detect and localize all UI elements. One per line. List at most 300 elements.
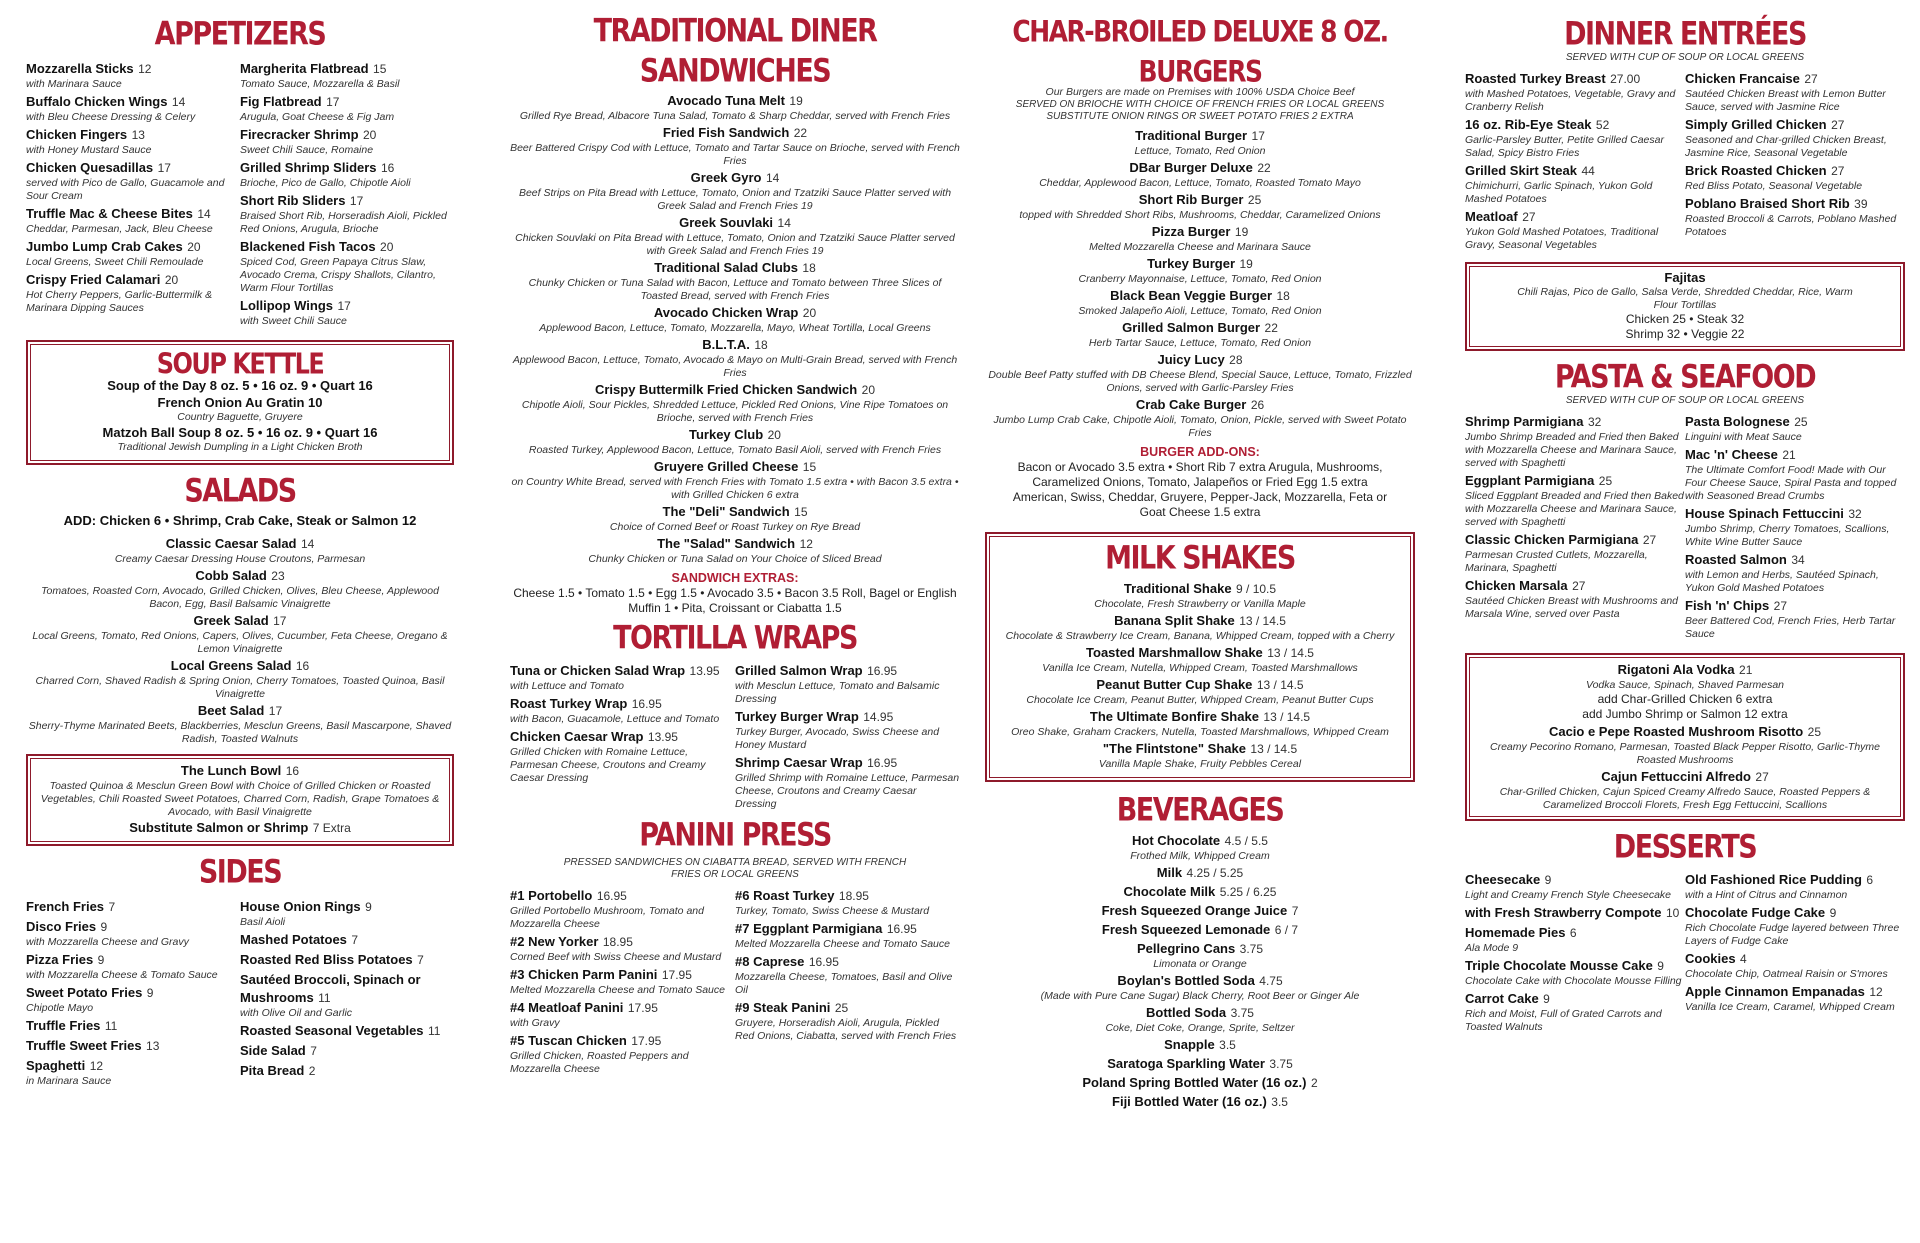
- beverage-item: [985, 1074, 1415, 1092]
- shake-item-desc: Chocolate Ice Cream, Peanut Butter, Whipped Cream, Peanut Butter Cups: [1026, 694, 1374, 706]
- appetizer-item-price: 13: [131, 128, 145, 142]
- sandwich-item-name: B.L.T.A.: [702, 337, 750, 352]
- soup-item-desc: Traditional Jewish Dumpling in a Light Chicken Broth: [117, 441, 363, 453]
- appetizer-item-price: 14: [171, 95, 186, 109]
- lunch-bowl-sub: Substitute Salmon or Shrimp: [129, 820, 309, 835]
- panini-section: [510, 819, 960, 1078]
- pasta-special-item-desc: Char-Grilled Chicken, Cajun Spiced Creamy Alfredo Sauce, Roasted Peppers & Caramelized Broccoli Florets, Fresh Egg Fettuccini, Scallions: [1499, 786, 1871, 811]
- panini-item-desc: Turkey, Tomato, Swiss Cheese & Mustard: [735, 905, 930, 917]
- wraps-right-list: [735, 662, 960, 813]
- entree-item-name: 16 oz. Rib-Eye Steak: [1465, 117, 1592, 132]
- shake-item-desc: Chocolate, Fresh Strawberry or Vanilla Maple: [1094, 598, 1306, 610]
- burger-item-desc: Smoked Jalapeño Aioli, Lettuce, Tomato, Red Onion: [1078, 305, 1322, 317]
- desserts-title: DESSERTS: [1613, 829, 1757, 866]
- sandwich-item-price: 18: [802, 261, 816, 275]
- beverage-item-price: 7: [1291, 904, 1299, 918]
- entrees-right-list: [1685, 70, 1905, 254]
- entree-item-desc: Chimichurri, Garlic Spinach, Yukon Gold Mashed Potatoes: [1465, 180, 1653, 205]
- soup-item-desc: Country Baguette, Gruyere: [177, 411, 303, 423]
- salad-item-desc: Tomatoes, Roasted Corn, Avocado, Grilled Chicken, Olives, Bleu Cheese, Applewood Bacon, Egg, Basil Balsamic Vinaigrette: [41, 585, 439, 610]
- side-item-name: Mashed Potatoes: [240, 932, 347, 947]
- appetizer-item-name: Buffalo Chicken Wings: [26, 94, 168, 109]
- burger-item: [985, 191, 1415, 222]
- pasta-left-list: [1465, 413, 1685, 643]
- appetizer-item-desc: with Marinara Sauce: [26, 78, 122, 90]
- sandwich-item: [510, 214, 960, 258]
- shakes-list: [997, 580, 1403, 771]
- pasta-item-name: Roasted Salmon: [1685, 552, 1787, 567]
- burgers-note: Our Burgers are made on Premises with 100% USDA Choice Beef: [1045, 86, 1355, 98]
- beverage-item-name: Milk: [1156, 865, 1183, 880]
- side-item-name: Sautéed Broccoli, Spinach or Mushrooms: [240, 972, 421, 1005]
- appetizer-item: [240, 93, 454, 124]
- dessert-item-desc: Light and Creamy French Style Cheesecake: [1465, 889, 1672, 901]
- sandwich-item-desc: Chunky Chicken or Tuna Salad on Your Choice of Sliced Bread: [588, 553, 882, 565]
- beverage-item: [985, 940, 1415, 971]
- sandwich-item: [510, 124, 960, 168]
- sandwich-item-desc: Chunky Chicken or Tuna Salad with Bacon, Lettuce and Tomato between Three Slices of Toasted Bread, served with French Fries: [528, 277, 942, 302]
- dessert-item: [1685, 871, 1905, 902]
- shake-item-name: Toasted Marshmallow Shake: [1086, 645, 1263, 660]
- pasta-item-price: 25: [1794, 415, 1808, 429]
- wrap-item: [735, 754, 960, 811]
- soup-kettle-box: [26, 340, 454, 465]
- side-item-name: Truffle Sweet Fries: [26, 1038, 142, 1053]
- sides-title: SIDES: [198, 854, 282, 891]
- salad-item-price: 17: [268, 704, 283, 718]
- panini-item: [735, 920, 960, 951]
- pasta-special-item-price: 27: [1755, 770, 1769, 784]
- appetizer-item-desc: with Honey Mustard Sauce: [26, 144, 152, 156]
- appetizer-item: [26, 238, 240, 269]
- beverages-title: BEVERAGES: [1116, 792, 1284, 829]
- wrap-item-desc: with Lettuce and Tomato: [510, 680, 625, 692]
- lunch-bowl-name: The Lunch Bowl: [180, 763, 282, 778]
- appetizer-item: [26, 271, 240, 315]
- entree-item: [1465, 208, 1685, 252]
- beverage-item-price: 3.75: [1230, 1006, 1254, 1020]
- burger-item: [985, 396, 1415, 440]
- entree-item: [1465, 116, 1685, 160]
- shake-item-name: "The Flintstone" Shake: [1102, 741, 1246, 756]
- sandwich-item-desc: Beef Strips on Pita Bread with Lettuce, Tomato, Onion and Tzatziki Sauce Platter served with Greek Salad and French Fries 19: [518, 187, 952, 212]
- entree-item-desc: Red Bliss Potato, Seasonal Vegetable: [1685, 180, 1863, 192]
- dessert-item-desc: with a Hint of Citrus and Cinnamon: [1685, 889, 1848, 901]
- wrap-item-desc: Grilled Chicken with Romaine Lettuce, Parmesan Cheese, Croutons and Creamy Caesar Dressing: [510, 746, 706, 784]
- sandwich-item: [510, 336, 960, 380]
- pasta-item-name: Pasta Bolognese: [1685, 414, 1790, 429]
- sandwich-item-desc: on Country White Bread, served with French Fries with Tomato 1.5 extra • with Bacon 3.5 extra • with Grilled Chicken 6 extra: [511, 476, 959, 501]
- beverage-item: [985, 1004, 1415, 1035]
- dessert-item: [1685, 950, 1905, 981]
- shake-item-price: 13 / 14.5: [1263, 710, 1311, 724]
- panini-item-desc: Corned Beef with Swiss Cheese and Mustard: [510, 951, 722, 963]
- beverage-item-name: Chocolate Milk: [1123, 884, 1216, 899]
- shake-item: [997, 644, 1403, 675]
- entree-item: [1465, 162, 1685, 206]
- wrap-item-name: Roast Turkey Wrap: [510, 696, 628, 711]
- sandwich-item-name: Greek Souvlaki: [679, 215, 774, 230]
- panini-item-price: 25: [834, 1001, 849, 1015]
- pasta-item-price: 32: [1848, 507, 1862, 521]
- sandwich-item-price: 20: [861, 383, 876, 397]
- beverage-item-price: 3.5: [1271, 1095, 1288, 1109]
- desserts-section: [1465, 831, 1905, 1036]
- beverage-item-price: 6 / 7: [1274, 923, 1299, 937]
- dessert-item: [1465, 957, 1685, 988]
- appetizer-item-desc: Arugula, Goat Cheese & Fig Jam: [240, 111, 395, 123]
- pasta-item-desc: Parmesan Crusted Cutlets, Mozzarella, Marinara, Spaghetti: [1465, 549, 1648, 574]
- burger-item-name: Crab Cake Burger: [1135, 397, 1247, 412]
- pasta-special-item-price: 25: [1807, 725, 1822, 739]
- pasta-item-price: 27: [1572, 579, 1586, 593]
- shake-item-name: Banana Split Shake: [1114, 613, 1235, 628]
- sandwich-item-desc: Choice of Corned Beef or Roast Turkey on Rye Bread: [609, 521, 861, 533]
- panini-title: PANINI PRESS: [639, 817, 831, 854]
- pasta-item-desc: Linguini with Meat Sauce: [1685, 431, 1802, 443]
- side-item: [26, 1057, 240, 1088]
- panini-item-desc: Grilled Portobello Mushroom, Tomato and Mozzarella Cheese: [510, 905, 704, 930]
- beverage-item: [985, 921, 1415, 939]
- beverage-item-name: Poland Spring Bottled Water (16 oz.): [1082, 1075, 1307, 1090]
- fajitas-prices-2: Shrimp 32 • Veggie 22: [1625, 327, 1745, 341]
- dessert-item-name: Cookies: [1685, 951, 1736, 966]
- shake-item: [997, 612, 1403, 643]
- burger-item-desc: Jumbo Lump Crab Cake, Chipotle Aioli, Tomato, Onion, Pickle, served with Sweet Potato Fries: [993, 414, 1407, 439]
- burger-addons-title: BURGER ADD-ONS:: [1140, 445, 1260, 459]
- side-item: [26, 898, 240, 916]
- salad-item-desc: Charred Corn, Shaved Radish & Spring Onion, Cherry Tomatoes, Toasted Quinoa, Basil Vinaigrette: [35, 675, 445, 700]
- side-item-name: Roasted Red Bliss Potatoes: [240, 952, 413, 967]
- side-item-price: 12: [89, 1059, 104, 1073]
- fajitas-box: [1465, 262, 1905, 351]
- entree-item-name: Grilled Skirt Steak: [1465, 163, 1577, 178]
- beverage-item: [985, 864, 1415, 882]
- burger-item-desc: Melted Mozzarella Cheese and Marinara Sauce: [1089, 241, 1311, 253]
- appetizer-item-price: 16: [381, 161, 395, 175]
- wrap-item-desc: Grilled Shrimp with Romaine Lettuce, Parmesan Cheese, Croutons and Creamy Caesar Dressing: [735, 772, 960, 810]
- entree-item-desc: Roasted Broccoli & Carrots, Poblano Mashed Potatoes: [1685, 213, 1897, 238]
- entree-item-name: Simply Grilled Chicken: [1685, 117, 1827, 132]
- sandwich-item: [510, 535, 960, 566]
- appetizer-item-name: Crispy Fried Calamari: [26, 272, 161, 287]
- pasta-item-desc: Sliced Eggplant Breaded and Fried then Baked with Mozzarella Cheese and Marinara Sauce, served with Spaghetti: [1465, 490, 1684, 528]
- appetizer-item-price: 17: [337, 299, 351, 313]
- shake-item: [997, 676, 1403, 707]
- entrees-section: [1465, 18, 1905, 254]
- side-item: [240, 1042, 454, 1060]
- appetizer-item-name: Short Rib Sliders: [240, 193, 346, 208]
- appetizer-item: [240, 192, 454, 236]
- side-item-desc: with Olive Oil and Garlic: [240, 1007, 353, 1019]
- side-item: [240, 971, 454, 1020]
- pasta-special-item-extra: add Char-Grilled Chicken 6 extra: [1597, 692, 1773, 706]
- appetizer-item-price: 14: [197, 207, 211, 221]
- pasta-item-name: Classic Chicken Parmigiana: [1465, 532, 1639, 547]
- pasta-special-item-desc: Creamy Pecorino Romano, Parmesan, Toasted Black Pepper Risotto, Garlic-Thyme Roasted Mushrooms: [1489, 741, 1881, 766]
- salad-item: [26, 702, 454, 746]
- pasta-item-name: Fish 'n' Chips: [1685, 598, 1770, 613]
- pasta-item-price: 25: [1598, 474, 1613, 488]
- panini-item-price: 18.95: [838, 889, 869, 903]
- side-item-name: Spaghetti: [26, 1058, 86, 1073]
- dessert-item-name: with Fresh Strawberry Compote: [1465, 905, 1662, 920]
- beverage-item: [985, 902, 1415, 920]
- panini-item-desc: Melted Mozzarella Cheese and Tomato Sauce: [735, 938, 950, 950]
- beverage-item-name: Snapple: [1164, 1037, 1215, 1052]
- soup-title: SOUP KETTLE: [156, 347, 324, 381]
- burger-item-desc: Herb Tartar Sauce, Lettuce, Tomato, Red Onion: [1088, 337, 1312, 349]
- sandwich-item: [510, 169, 960, 213]
- burger-item-desc: Lettuce, Tomato, Red Onion: [1134, 145, 1266, 157]
- sandwich-item-desc: Roasted Turkey, Applewood Bacon, Lettuce, Tomato Basil Aioli, served with French Fries: [528, 444, 942, 456]
- sides-left-list: [26, 898, 240, 1090]
- sandwich-item-price: 15: [794, 505, 808, 519]
- dessert-item: [1685, 904, 1905, 948]
- side-item: [26, 918, 240, 949]
- burger-item-price: 28: [1229, 353, 1243, 367]
- appetizer-item: [240, 238, 454, 295]
- entree-item-price: 52: [1595, 118, 1610, 132]
- pasta-item: [1685, 597, 1905, 641]
- pasta-item-name: Chicken Marsala: [1465, 578, 1568, 593]
- sandwich-item-name: Greek Gyro: [690, 170, 762, 185]
- beverage-item: [985, 1036, 1415, 1054]
- appetizer-item-price: 20: [362, 128, 377, 142]
- column-4: [1465, 18, 1905, 1036]
- pasta-item-name: House Spinach Fettuccini: [1685, 506, 1844, 521]
- column-3: [985, 14, 1415, 1112]
- wraps-title: TORTILLA WRAPS: [613, 620, 857, 657]
- pasta-special-item-desc: Vodka Sauce, Spinach, Shaved Parmesan: [1585, 679, 1785, 691]
- sandwich-item-price: 20: [767, 428, 781, 442]
- burger-item-price: 19: [1239, 257, 1253, 271]
- side-item-price: 7: [108, 900, 116, 914]
- shake-item-name: Traditional Shake: [1123, 581, 1232, 596]
- sandwich-item: [510, 426, 960, 457]
- panini-item-name: #9 Steak Panini: [735, 1000, 831, 1015]
- entrees-title: DINNER ENTRÉES: [1564, 16, 1806, 53]
- pasta-special-item-name: Rigatoni Ala Vodka: [1617, 662, 1735, 677]
- dessert-item: [1465, 871, 1685, 902]
- dessert-item-price: 12: [1869, 985, 1883, 999]
- burger-item: [985, 287, 1415, 318]
- beverage-item-price: 2: [1310, 1076, 1318, 1090]
- panini-item-name: #5 Tuscan Chicken: [510, 1033, 627, 1048]
- entrees-sub: SERVED WITH CUP OF SOUP OR LOCAL GREENS: [1565, 52, 1805, 63]
- panini-item-name: #2 New Yorker: [510, 934, 599, 949]
- burger-item-name: DBar Burger Deluxe: [1129, 160, 1253, 175]
- salads-list: [26, 535, 454, 746]
- pasta-box: [1465, 653, 1905, 821]
- pasta-item-price: 32: [1587, 415, 1602, 429]
- beverage-item-price: 3.5: [1219, 1038, 1236, 1052]
- entree-item-price: 27: [1804, 72, 1818, 86]
- salad-item-desc: Creamy Caesar Dressing House Croutons, Parmesan: [114, 553, 366, 565]
- panini-item-price: 17.95: [661, 968, 692, 982]
- desserts-right-list: [1685, 871, 1905, 1036]
- sandwich-item-price: 14: [765, 171, 780, 185]
- sides-right-list: [240, 898, 454, 1090]
- side-item: [26, 1037, 240, 1055]
- entree-item-name: Poblano Braised Short Rib: [1685, 196, 1850, 211]
- shake-item-desc: Vanilla Ice Cream, Nutella, Whipped Cream, Toasted Marshmallows: [1042, 662, 1358, 674]
- sandwich-item-name: Traditional Salad Clubs: [654, 260, 798, 275]
- entree-item-desc: with Mashed Potatoes, Vegetable, Gravy and Cranberry Relish: [1465, 88, 1676, 113]
- salads-section: [26, 475, 454, 746]
- lunch-bowl-sub-price: 7 Extra: [312, 821, 351, 835]
- appetizers-section: [26, 18, 454, 330]
- appetizer-item-name: Grilled Shrimp Sliders: [240, 160, 377, 175]
- side-item-desc: with Mozzarella Cheese & Tomato Sauce: [26, 969, 218, 981]
- pasta-item: [1685, 413, 1905, 444]
- dessert-item-price: 9: [1829, 906, 1837, 920]
- side-item: [240, 931, 454, 949]
- wrap-item: [735, 662, 960, 706]
- fajitas-name: Fajitas: [1664, 270, 1706, 285]
- wrap-item-price: 16.95: [631, 697, 662, 711]
- pasta-special-item: [1477, 768, 1893, 812]
- appetizer-item-name: Margherita Flatbread: [240, 61, 369, 76]
- pasta-special-item-name: Cacio e Pepe Roasted Mushroom Risotto: [1548, 724, 1804, 739]
- dessert-item-name: Apple Cinnamon Empanadas: [1685, 984, 1865, 999]
- shake-item: [997, 580, 1403, 611]
- burger-item-desc: topped with Shredded Short Ribs, Mushrooms, Cheddar, Caramelized Onions: [1019, 209, 1381, 221]
- entree-item-desc: Seasoned and Char-grilled Chicken Breast, Jasmine Rice, Seasonal Vegetable: [1685, 134, 1887, 159]
- sandwich-extras-title: SANDWICH EXTRAS:: [671, 571, 799, 585]
- burgers-list: [985, 127, 1415, 440]
- burger-item-price: 19: [1234, 225, 1249, 239]
- appetizer-item-desc: Cheddar, Parmesan, Jack, Bleu Cheese: [26, 223, 213, 235]
- fajitas-prices-1: Chicken 25 • Steak 32: [1625, 312, 1745, 326]
- shake-item-price: 13 / 14.5: [1267, 646, 1314, 660]
- panini-item: [510, 1032, 735, 1076]
- side-item: [240, 951, 454, 969]
- beverage-item-price: 4.75: [1259, 974, 1283, 988]
- dessert-item-price: 9: [1657, 959, 1664, 973]
- beverage-item-name: Fiji Bottled Water (16 oz.): [1112, 1094, 1267, 1109]
- appetizer-item-desc: Local Greens, Sweet Chili Remoulade: [26, 256, 204, 268]
- panini-item-price: 17.95: [631, 1034, 662, 1048]
- entree-item: [1685, 162, 1905, 193]
- salad-item-desc: Local Greens, Tomato, Red Onions, Capers, Olives, Cucumber, Feta Cheese, Oregano & Lemon Vinaigrette: [32, 630, 448, 655]
- wrap-item-price: 16.95: [867, 756, 898, 770]
- pasta-special-item-name: Cajun Fettuccini Alfredo: [1601, 769, 1751, 784]
- salad-item-name: Classic Caesar Salad: [165, 536, 297, 551]
- wrap-item-desc: Turkey Burger, Avocado, Swiss Cheese and Honey Mustard: [735, 726, 940, 751]
- shakes-title: MILK SHAKES: [1105, 540, 1295, 577]
- wrap-item-desc: with Bacon, Guacamole, Lettuce and Tomato: [510, 713, 720, 725]
- panini-item-name: #8 Caprese: [735, 954, 805, 969]
- pasta-item: [1685, 551, 1905, 595]
- sandwich-item-name: Gruyere Grilled Cheese: [653, 459, 799, 474]
- burger-item-name: Traditional Burger: [1135, 128, 1248, 143]
- dessert-item-name: Chocolate Fudge Cake: [1685, 905, 1826, 920]
- dessert-item-name: Homemade Pies: [1465, 925, 1566, 940]
- side-item-name: French Fries: [26, 899, 105, 914]
- side-item-price: 9: [100, 920, 108, 934]
- soup-item-name: Soup of the Day 8 oz. 5 • 16 oz. 9 • Quart 16: [107, 378, 373, 393]
- pasta-special-item-extra: add Jumbo Shrimp or Salmon 12 extra: [1582, 707, 1788, 721]
- sandwich-item: [510, 503, 960, 534]
- appetizer-item-price: 17: [349, 194, 364, 208]
- shake-item-name: Peanut Butter Cup Shake: [1096, 677, 1253, 692]
- appetizers-right-list: [240, 60, 454, 330]
- pasta-item-desc: Jumbo Shrimp Breaded and Fried then Baked with Mozzarella Cheese and Marinara Sauce, served with Spaghetti: [1465, 431, 1679, 469]
- panini-item-name: #3 Chicken Parm Panini: [510, 967, 658, 982]
- panini-item-desc: Melted Mozzarella Cheese and Tomato Sauce: [510, 984, 725, 996]
- entree-item-name: Meatloaf: [1465, 209, 1518, 224]
- soup-item: [38, 425, 442, 454]
- beverage-item-price: 3.75: [1269, 1057, 1293, 1071]
- beverage-item: [985, 883, 1415, 901]
- side-item-price: 7: [310, 1044, 317, 1058]
- column-1: [26, 18, 454, 1090]
- side-item-name: Sweet Potato Fries: [26, 985, 143, 1000]
- salad-item-desc: Sherry-Thyme Marinated Beets, Blackberries, Mesclun Greens, Basil Mascarpone, Shaved Radish, Toasted Walnuts: [28, 720, 452, 745]
- pasta-item-desc: Sautéed Chicken Breast with Mushrooms and Marsala Wine, served over Pasta: [1465, 595, 1679, 620]
- pasta-item-desc: The Ultimate Comfort Food! Made with Our Four Cheese Sauce, Spiral Pasta and topped with Seasoned Bread Crumbs: [1685, 464, 1897, 502]
- panini-item-name: #7 Eggplant Parmigiana: [735, 921, 883, 936]
- wrap-item-name: Turkey Burger Wrap: [735, 709, 859, 724]
- appetizer-item-name: Jumbo Lump Crab Cakes: [26, 239, 183, 254]
- sandwich-item-desc: Applewood Bacon, Lettuce, Tomato, Avocado & Mayo on Multi-Grain Bread, served with French Fries: [512, 354, 958, 379]
- shake-item-price: 13 / 14.5: [1256, 678, 1304, 692]
- sandwich-item-desc: Grilled Rye Bread, Albacore Tuna Salad, Tomato & Sharp Cheddar, served with French Fries: [519, 110, 951, 122]
- side-item-price: 11: [104, 1019, 118, 1033]
- dessert-item-price: 6: [1866, 873, 1874, 887]
- entree-item-name: Brick Roasted Chicken: [1685, 163, 1827, 178]
- panini-left-list: [510, 887, 735, 1078]
- wraps-section: [510, 622, 960, 813]
- beverage-item-desc: (Made with Pure Cane Sugar) Black Cherry, Root Beer or Ginger Ale: [1040, 990, 1360, 1002]
- burger-item: [985, 319, 1415, 350]
- panini-item-price: 18.95: [602, 935, 633, 949]
- salad-item-name: Beet Salad: [197, 703, 265, 718]
- side-item-price: 9: [365, 900, 372, 914]
- burger-item-desc: Double Beef Patty stuffed with DB Cheese Blend, Special Sauce, Lettuce, Tomato, Frizzled Onions, served with Garlic-Parsley Fries: [988, 369, 1412, 394]
- panini-sub: PRESSED SANDWICHES ON CIABATTA BREAD, SERVED WITH FRENCH FRIES OR LOCAL GREENS: [563, 857, 907, 880]
- appetizer-item: [240, 159, 454, 190]
- panini-item-desc: with Gravy: [510, 1017, 560, 1029]
- panini-item-desc: Mozzarella Cheese, Tomatoes, Basil and Olive Oil: [735, 971, 953, 996]
- entree-item: [1685, 70, 1905, 114]
- sandwich-item-name: Avocado Chicken Wrap: [653, 305, 799, 320]
- dessert-item: [1465, 904, 1685, 922]
- burger-item-price: 26: [1250, 398, 1265, 412]
- beverage-item-name: Pellegrino Cans: [1136, 941, 1236, 956]
- appetizer-item-desc: Braised Short Rib, Horseradish Aioli, Pickled Red Onions, Arugula, Brioche: [240, 210, 447, 235]
- side-item-name: Disco Fries: [26, 919, 97, 934]
- shake-item-desc: Vanilla Maple Shake, Fruity Pebbles Cereal: [1098, 758, 1302, 770]
- beverage-item-name: Bottled Soda: [1146, 1005, 1227, 1020]
- burger-item: [985, 127, 1415, 158]
- appetizers-title: APPETIZERS: [154, 16, 326, 53]
- pasta-item-desc: Jumbo Shrimp, Cherry Tomatoes, Scallions, White Wine Butter Sauce: [1685, 523, 1890, 548]
- soup-item-name: French Onion Au Gratin 10: [157, 395, 323, 410]
- pasta-item-name: Shrimp Parmigiana: [1465, 414, 1584, 429]
- salads-add-line: ADD: Chicken 6 • Shrimp, Crab Cake, Steak or Salmon 12: [63, 513, 417, 528]
- salad-item: [26, 657, 454, 701]
- entree-item-price: 27.00: [1610, 72, 1641, 86]
- salad-item-price: 16: [295, 659, 310, 673]
- burger-item-price: 22: [1257, 161, 1271, 175]
- sandwich-item-desc: Chipotle Aioli, Sour Pickles, Shredded Lettuce, Pickled Red Onions, Vine Ripe Tomatoes on Brioche, served with French Fries: [521, 399, 949, 424]
- sandwiches-title: TRADITIONAL DINER SANDWICHES: [593, 13, 877, 90]
- wrap-item: [510, 662, 735, 693]
- sides-section: [26, 856, 454, 1090]
- panini-item-name: #4 Meatloaf Panini: [510, 1000, 624, 1015]
